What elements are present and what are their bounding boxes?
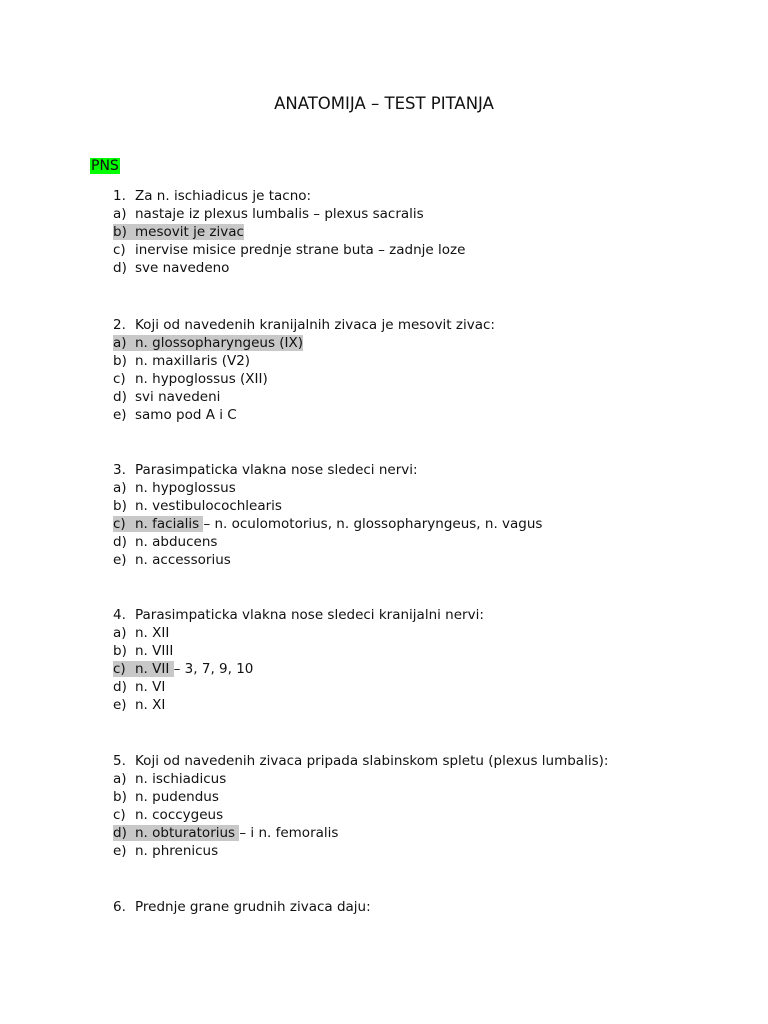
- option-text: n. XI: [135, 697, 166, 713]
- question-2: [113, 316, 495, 424]
- question-stem: [113, 316, 495, 334]
- question-text: Parasimpaticka vlakna nose sledeci nervi:: [135, 462, 418, 478]
- question-stem: [113, 898, 371, 916]
- option-d: [113, 533, 542, 551]
- option-letter: a): [113, 335, 127, 351]
- option-letter: b): [113, 498, 127, 514]
- answer-highlight: [113, 661, 174, 677]
- question-stem: [113, 606, 484, 624]
- option-letter: d): [113, 679, 127, 695]
- option-letter: a): [113, 625, 127, 641]
- option-c: [113, 241, 465, 259]
- option-letter: c): [113, 807, 126, 823]
- answer-highlight: [113, 224, 244, 240]
- option-text: n. maxillaris (V2): [135, 353, 251, 369]
- option-text: n. abducens: [135, 534, 218, 550]
- option-letter: b): [113, 224, 127, 240]
- option-text: n. facialis: [135, 516, 204, 532]
- option-letter: d): [113, 260, 127, 276]
- option-letter: b): [113, 789, 127, 805]
- question-4: [113, 606, 484, 714]
- question-5: [113, 752, 608, 860]
- option-d: [113, 678, 484, 696]
- answer-highlight: [113, 825, 239, 841]
- option-d: [113, 388, 495, 406]
- option-text: n. obturatorius: [135, 825, 240, 841]
- option-c: [113, 370, 495, 388]
- answer-note: – i n. femoralis: [239, 825, 339, 841]
- question-number: 6.: [113, 899, 126, 915]
- question-stem: [113, 461, 542, 479]
- option-text: n. vestibulocochlearis: [135, 498, 282, 514]
- option-text: nastaje iz plexus lumbalis – plexus sacralis: [135, 206, 424, 222]
- option-letter: c): [113, 371, 126, 387]
- option-text: n. hypoglossus (XII): [135, 371, 268, 387]
- option-e: [113, 842, 608, 860]
- question-number: 2.: [113, 317, 126, 333]
- answer-highlight: [113, 516, 203, 532]
- option-letter: a): [113, 480, 127, 496]
- option-a: [113, 479, 542, 497]
- answer-note: – 3, 7, 9, 10: [173, 661, 254, 677]
- question-number: 5.: [113, 753, 126, 769]
- option-letter: c): [113, 661, 126, 677]
- option-text: svi navedeni: [135, 389, 221, 405]
- question-text: Za n. ischiadicus je tacno:: [135, 188, 312, 204]
- question-stem: [113, 752, 608, 770]
- option-b-correct: [113, 223, 465, 241]
- option-a: [113, 624, 484, 642]
- question-number: 1.: [113, 188, 126, 204]
- question-text: Koji od navedenih kranijalnih zivaca je mesovit zivac:: [135, 317, 495, 333]
- option-b: [113, 352, 495, 370]
- answer-note: – n. oculomotorius, n. glossopharyngeus, n. vagus: [203, 516, 543, 532]
- question-6: [113, 898, 371, 916]
- option-b: [113, 642, 484, 660]
- option-text: mesovit je zivac: [135, 224, 244, 240]
- option-a: [113, 205, 465, 223]
- option-c-correct: [113, 515, 542, 533]
- option-letter: b): [113, 353, 127, 369]
- option-d: [113, 259, 465, 277]
- option-letter: b): [113, 643, 127, 659]
- option-text: n. pudendus: [135, 789, 219, 805]
- option-letter: c): [113, 516, 126, 532]
- option-b: [113, 788, 608, 806]
- question-number: 3.: [113, 462, 126, 478]
- question-number: 4.: [113, 607, 126, 623]
- section-label-pns: PNS: [91, 158, 119, 174]
- option-e: [113, 696, 484, 714]
- question-1: [113, 187, 465, 277]
- question-text: Prednje grane grudnih zivaca daju:: [135, 899, 371, 915]
- option-c: [113, 806, 608, 824]
- option-text: n. accessorius: [135, 552, 231, 568]
- answer-highlight: [113, 335, 303, 351]
- option-text: n. ischiadicus: [135, 771, 227, 787]
- option-e: [113, 406, 495, 424]
- option-letter: d): [113, 825, 127, 841]
- question-text: Parasimpaticka vlakna nose sledeci kranijalni nervi:: [135, 607, 484, 623]
- question-3: [113, 461, 542, 569]
- option-text: n. XII: [135, 625, 170, 641]
- option-c-correct: [113, 660, 484, 678]
- option-d-correct: [113, 824, 608, 842]
- option-letter: a): [113, 771, 127, 787]
- option-text: n. VIII: [135, 643, 174, 659]
- option-text: n. VII: [135, 661, 174, 677]
- option-letter: e): [113, 697, 127, 713]
- option-letter: c): [113, 242, 126, 258]
- option-letter: d): [113, 534, 127, 550]
- option-text: sve navedeno: [135, 260, 230, 276]
- option-text: n. VI: [135, 679, 166, 695]
- option-text: n. phrenicus: [135, 843, 219, 859]
- option-b: [113, 497, 542, 515]
- option-text: n. glossopharyngeus (IX): [135, 335, 304, 351]
- question-text: Koji od navedenih zivaca pripada slabinskom spletu (plexus lumbalis):: [135, 753, 609, 769]
- option-text: inervise misice prednje strane buta – zadnje loze: [135, 242, 466, 258]
- question-stem: [113, 187, 465, 205]
- option-letter: e): [113, 552, 127, 568]
- option-text: samo pod A i C: [135, 407, 237, 423]
- option-letter: e): [113, 843, 127, 859]
- option-a: [113, 770, 608, 788]
- option-letter: e): [113, 407, 127, 423]
- option-e: [113, 551, 542, 569]
- option-text: n. coccygeus: [135, 807, 224, 823]
- page-title: ANATOMIJA – TEST PITANJA: [274, 94, 494, 113]
- option-letter: d): [113, 389, 127, 405]
- option-text: n. hypoglossus: [135, 480, 236, 496]
- option-letter: a): [113, 206, 127, 222]
- option-a-correct: [113, 334, 495, 352]
